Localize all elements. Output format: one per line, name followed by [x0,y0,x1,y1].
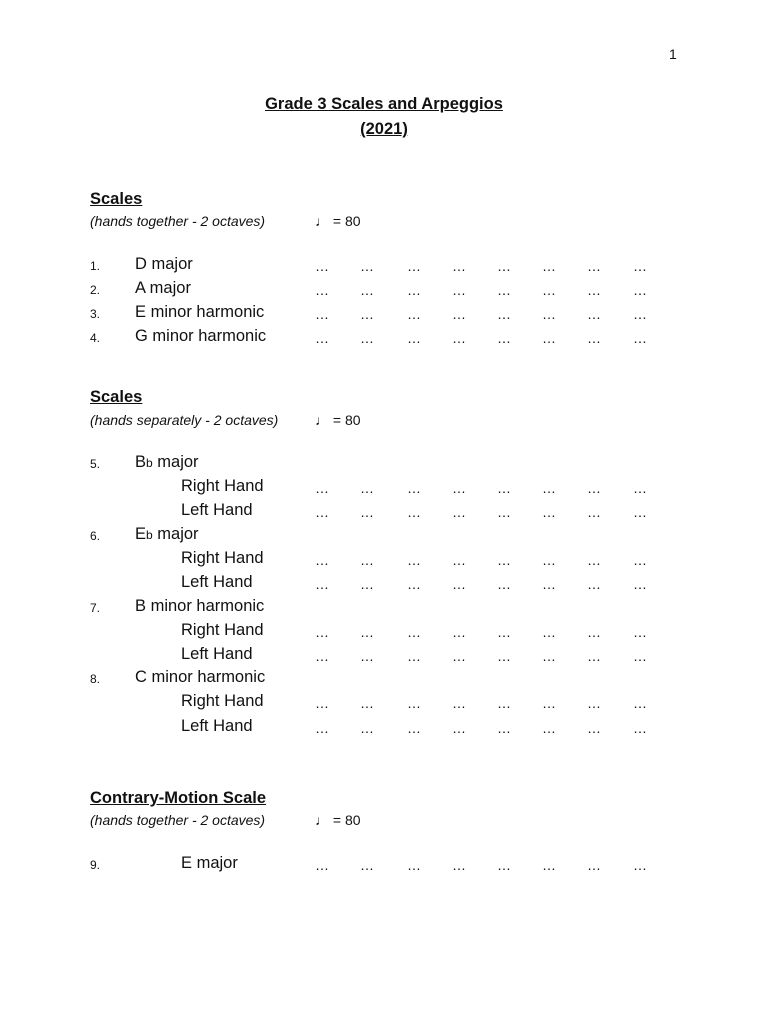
ellipsis-mark: … [542,330,556,346]
ellipsis-mark: … [315,552,329,568]
tempo-marking: ♩ = 80 [315,812,361,828]
ellipsis-mark: … [360,306,374,322]
section-heading-scales-separately: Scales [90,388,143,406]
ellipsis-mark: … [633,504,647,520]
ellipsis-mark: … [452,624,466,640]
ellipsis-mark: … [360,720,374,736]
hand-label: Left Hand [181,573,253,591]
dotted-line [315,480,660,500]
dotted-line [315,306,660,326]
section-heading-scales-together: Scales [90,190,143,208]
hand-label: Right Hand [181,621,264,639]
dotted-line [315,857,660,877]
ellipsis-mark: … [407,258,421,274]
item-number: 9. [90,858,101,872]
ellipsis-mark: … [452,552,466,568]
ellipsis-mark: … [497,306,511,322]
ellipsis-mark: … [407,720,421,736]
ellipsis-mark: … [587,648,601,664]
ellipsis-mark: … [633,648,647,664]
dotted-line [315,552,660,572]
ellipsis-mark: … [633,258,647,274]
ellipsis-mark: … [452,306,466,322]
dotted-line [315,504,660,524]
ellipsis-mark: … [315,857,329,873]
ellipsis-mark: … [587,624,601,640]
ellipsis-mark: … [452,480,466,496]
hand-label: Right Hand [181,477,264,495]
dotted-line [315,720,660,740]
ellipsis-mark: … [587,282,601,298]
ellipsis-mark: … [452,576,466,592]
ellipsis-mark: … [407,282,421,298]
ellipsis-mark: … [587,695,601,711]
ellipsis-mark: … [315,720,329,736]
item-number: 5. [90,457,101,471]
ellipsis-mark: … [497,258,511,274]
ellipsis-mark: … [315,576,329,592]
ellipsis-mark: … [497,576,511,592]
ellipsis-mark: … [497,504,511,520]
ellipsis-mark: … [497,624,511,640]
ellipsis-mark: … [452,695,466,711]
ellipsis-mark: … [407,695,421,711]
ellipsis-mark: … [315,504,329,520]
dotted-line [315,258,660,278]
item-number: 4. [90,331,101,345]
item-number: 6. [90,529,101,543]
section-note: (hands separately - 2 octaves) [90,412,279,428]
ellipsis-mark: … [360,648,374,664]
ellipsis-mark: … [542,282,556,298]
ellipsis-mark: … [542,695,556,711]
ellipsis-mark: … [497,695,511,711]
ellipsis-mark: … [587,306,601,322]
ellipsis-mark: … [360,480,374,496]
dotted-line [315,576,660,596]
dotted-line [315,648,660,668]
ellipsis-mark: … [633,330,647,346]
note-letter: E [135,525,147,543]
ellipsis-mark: … [633,552,647,568]
page-number: 1 [669,46,677,62]
ellipsis-mark: … [452,720,466,736]
ellipsis-mark: … [407,552,421,568]
ellipsis-mark: … [360,857,374,873]
ellipsis-mark: … [360,624,374,640]
ellipsis-mark: … [315,695,329,711]
flat-sign: b [146,456,153,470]
ellipsis-mark: … [407,480,421,496]
scale-label: E major [181,854,238,872]
ellipsis-mark: … [360,552,374,568]
ellipsis-mark: … [542,504,556,520]
dotted-line [315,282,660,302]
ellipsis-mark: … [315,330,329,346]
ellipsis-mark: … [587,720,601,736]
ellipsis-mark: … [587,330,601,346]
ellipsis-mark: … [587,857,601,873]
item-number: 3. [90,307,101,321]
ellipsis-mark: … [633,576,647,592]
ellipsis-mark: … [542,624,556,640]
scale-type: major [152,453,199,471]
scale-label [135,453,199,472]
ellipsis-mark: … [542,648,556,664]
ellipsis-mark: … [633,695,647,711]
ellipsis-mark: … [587,504,601,520]
ellipsis-mark: … [497,282,511,298]
ellipsis-mark: … [452,258,466,274]
ellipsis-mark: … [542,857,556,873]
ellipsis-mark: … [315,648,329,664]
ellipsis-mark: … [407,504,421,520]
ellipsis-mark: … [497,648,511,664]
dotted-line [315,695,660,715]
hand-label: Left Hand [181,501,253,519]
item-number: 2. [90,283,101,297]
tempo-marking: ♩ = 80 [315,412,361,428]
ellipsis-mark: … [360,258,374,274]
hand-label: Right Hand [181,692,264,710]
ellipsis-mark: … [587,258,601,274]
scale-type: major [152,525,199,543]
ellipsis-mark: … [407,330,421,346]
dotted-line [315,624,660,644]
ellipsis-mark: … [452,504,466,520]
ellipsis-mark: … [497,330,511,346]
scale-label: A major [135,279,191,297]
ellipsis-mark: … [407,576,421,592]
ellipsis-mark: … [407,624,421,640]
scale-label: C minor harmonic [135,668,266,686]
ellipsis-mark: … [452,282,466,298]
ellipsis-mark: … [633,857,647,873]
ellipsis-mark: … [542,480,556,496]
hand-label: Left Hand [181,717,253,735]
ellipsis-mark: … [315,306,329,322]
ellipsis-mark: … [360,504,374,520]
section-heading-contrary-motion: Contrary-Motion Scale [90,789,267,807]
ellipsis-mark: … [542,306,556,322]
ellipsis-mark: … [360,330,374,346]
item-number: 8. [90,672,101,686]
ellipsis-mark: … [633,624,647,640]
item-number: 7. [90,601,101,615]
flat-sign: b [146,528,153,542]
tempo-marking: ♩ = 80 [315,213,361,229]
dotted-line [315,330,660,350]
ellipsis-mark: … [452,857,466,873]
scale-label: D major [135,255,193,273]
ellipsis-mark: … [542,552,556,568]
note-letter: B [135,453,147,471]
page-subtitle: (2021) [360,120,408,138]
ellipsis-mark: … [497,720,511,736]
ellipsis-mark: … [315,282,329,298]
ellipsis-mark: … [542,258,556,274]
section-note: (hands together - 2 octaves) [90,812,266,828]
ellipsis-mark: … [497,857,511,873]
ellipsis-mark: … [407,857,421,873]
ellipsis-mark: … [407,648,421,664]
item-number: 1. [90,259,101,273]
ellipsis-mark: … [360,576,374,592]
ellipsis-mark: … [315,258,329,274]
hand-label: Left Hand [181,645,253,663]
ellipsis-mark: … [315,624,329,640]
page-title: Grade 3 Scales and Arpeggios [265,95,503,113]
ellipsis-mark: … [497,480,511,496]
scale-label: G minor harmonic [135,327,267,345]
ellipsis-mark: … [315,480,329,496]
ellipsis-mark: … [633,720,647,736]
ellipsis-mark: … [542,576,556,592]
ellipsis-mark: … [633,282,647,298]
ellipsis-mark: … [633,306,647,322]
scale-label [135,525,199,544]
ellipsis-mark: … [452,648,466,664]
ellipsis-mark: … [407,306,421,322]
scale-label: E minor harmonic [135,303,265,321]
ellipsis-mark: … [587,576,601,592]
ellipsis-mark: … [633,480,647,496]
section-note: (hands together - 2 octaves) [90,213,266,229]
scale-label: B minor harmonic [135,597,265,615]
ellipsis-mark: … [452,330,466,346]
ellipsis-mark: … [542,720,556,736]
ellipsis-mark: … [587,552,601,568]
hand-label: Right Hand [181,549,264,567]
ellipsis-mark: … [497,552,511,568]
ellipsis-mark: … [360,695,374,711]
ellipsis-mark: … [587,480,601,496]
ellipsis-mark: … [360,282,374,298]
